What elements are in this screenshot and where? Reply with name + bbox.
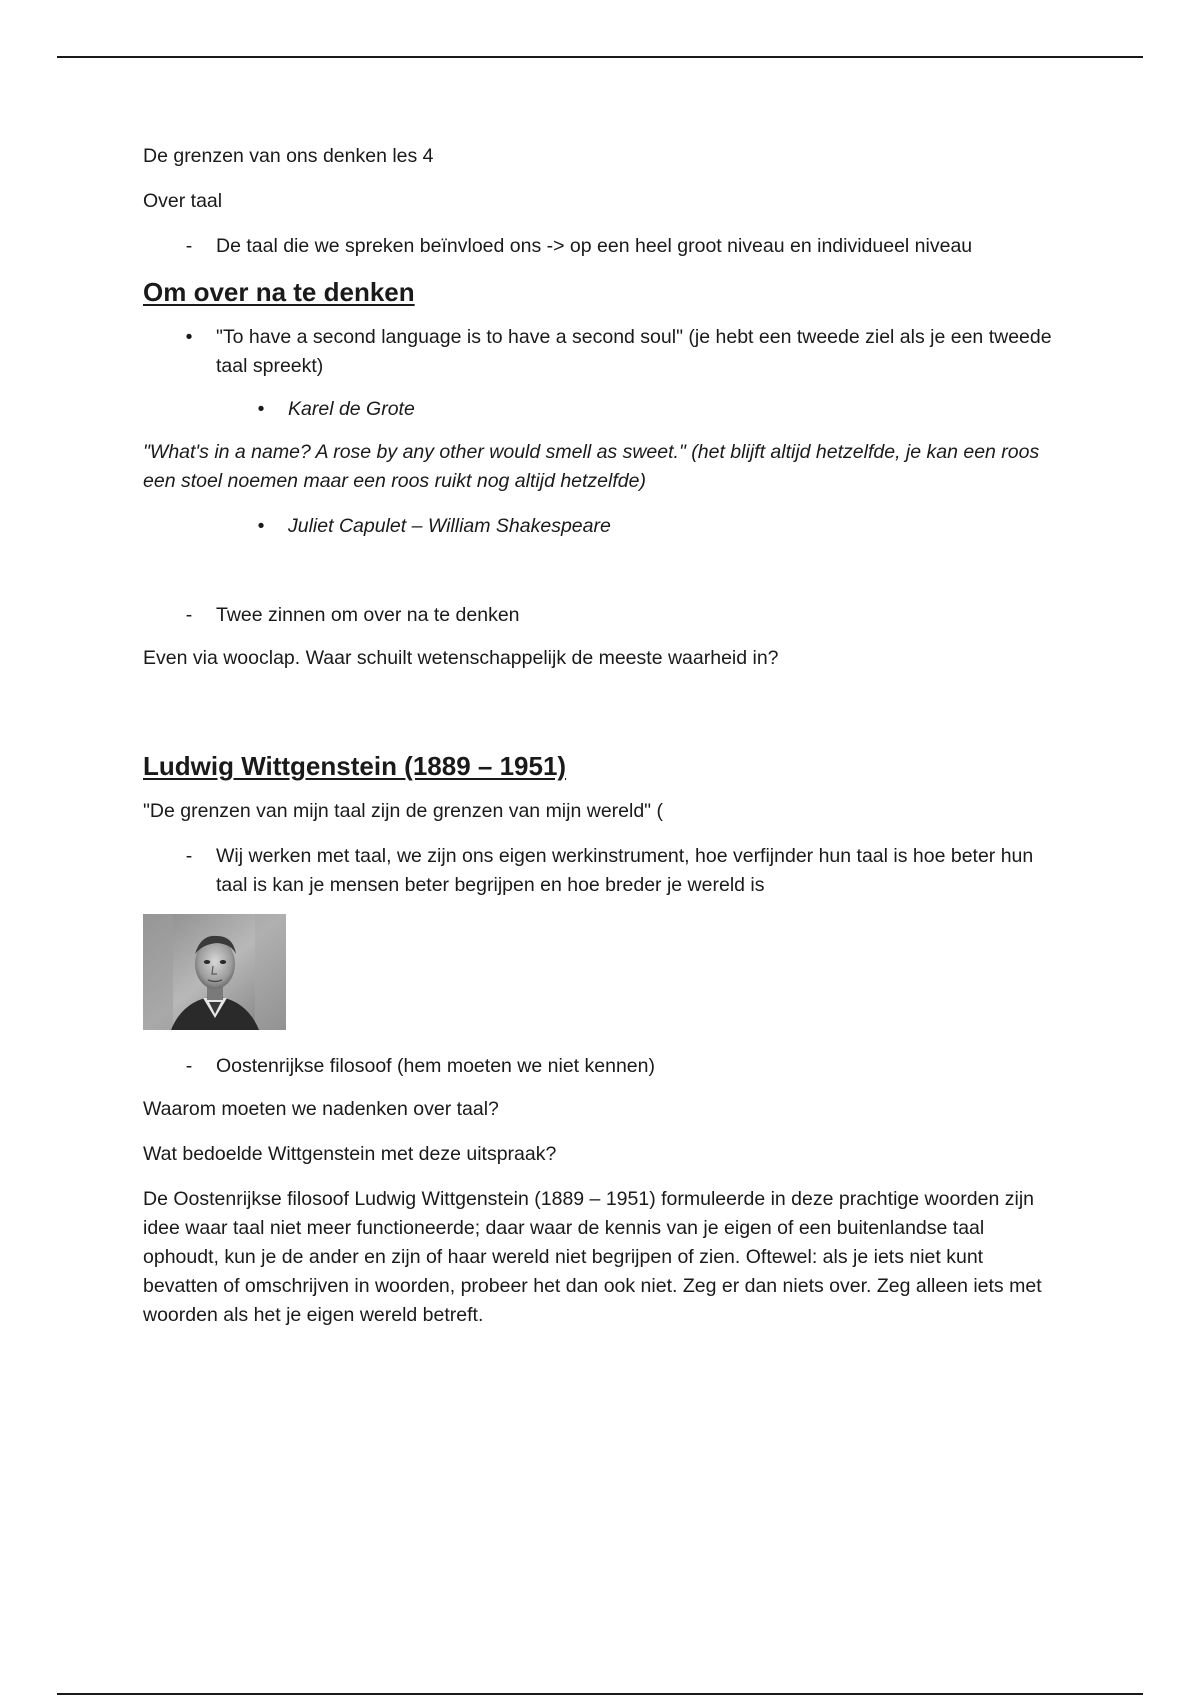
list-item-quote-soul <box>143 323 1063 381</box>
list-item-text: Twee zinnen om over na te denken <box>216 604 520 626</box>
list-item-text: Oostenrijkse filosoof (hem moeten we niet kennen) <box>216 1055 655 1077</box>
list-item-oostenrijkse-filosoof <box>143 1052 1063 1081</box>
document-body <box>143 142 1063 1346</box>
question-waarom: Waarom moeten we nadenken over taal? <box>143 1098 499 1120</box>
dash-marker: - <box>185 604 193 626</box>
list-item-twee-zinnen <box>143 601 1063 630</box>
document-title: De grenzen van ons denken les 4 <box>143 145 434 167</box>
dash-marker: - <box>185 235 193 257</box>
explanation-paragraph: De Oostenrijkse filosoof Ludwig Wittgenstein (1889 – 1951) formuleerde in deze prachtige woorden zijn idee waar taal niet meer functioneerde; daar waar de kennis van je eigen of een buitenlandse taal ophoudt, kun je de ander en zijn of haar wereld niet begrijpen of zien. Oftewel: als je iets niet kunt bevatten of omschrijven in woorden, probeer het dan ook niet. Zeg er dan niets over. Zeg alleen iets met woorden als het je eigen wereld betreft. <box>143 1188 1042 1326</box>
wooclap-question: Even via wooclap. Waar schuilt wetenschappelijk de meeste waarheid in? <box>143 647 779 669</box>
list-item-attribution-karel <box>143 395 1063 424</box>
quote-rose: "What's in a name? A rose by any other would smell as sweet." (het blijft altijd hetzelfde, je kan een roos een stoel noemen maar een roos ruikt nog altijd hetzelfde) <box>143 441 1040 492</box>
bullet-marker: • <box>257 515 265 537</box>
section-heading-wittgenstein: Ludwig Wittgenstein (1889 – 1951) <box>143 751 567 781</box>
list-item-text: Wij werken met taal, we zijn ons eigen werkinstrument, hoe verfijnder hun taal is hoe beter hun taal is kan je mensen beter begrijpen en hoe breder je wereld is <box>216 845 1034 896</box>
dash-marker: - <box>185 845 193 867</box>
quote-soul-text: "To have a second language is to have a second soul" (je hebt een tweede ziel als je een tweede taal spreekt) <box>216 326 1052 377</box>
attribution-karel-text: Karel de Grote <box>288 398 415 420</box>
list-item-werken-met-taal <box>143 842 1063 900</box>
footer-rule <box>57 1693 1143 1695</box>
wittgenstein-portrait-image <box>143 914 286 1030</box>
question-wat-bedoelde: Wat bedoelde Wittgenstein met deze uitspraak? <box>143 1143 557 1165</box>
list-item-attribution-shakespeare <box>143 512 1063 541</box>
bullet-marker: • <box>257 398 265 420</box>
list-item-text: De taal die we spreken beïnvloed ons -> op een heel groot niveau en individueel niveau <box>216 235 973 257</box>
spacer <box>143 689 1063 743</box>
bullet-marker: • <box>185 326 193 348</box>
header-rule <box>57 56 1143 58</box>
attribution-shakespeare-text: Juliet Capulet – William Shakespeare <box>288 515 611 537</box>
list-item-taal <box>143 232 1063 261</box>
section-heading-om-over-na-te-denken: Om over na te denken <box>143 277 415 307</box>
document-subtitle: Over taal <box>143 190 223 212</box>
spacer <box>143 555 1063 601</box>
dash-marker: - <box>185 1055 193 1077</box>
quote-wittgenstein: "De grenzen van mijn taal zijn de grenzen van mijn wereld" ( <box>143 800 664 822</box>
